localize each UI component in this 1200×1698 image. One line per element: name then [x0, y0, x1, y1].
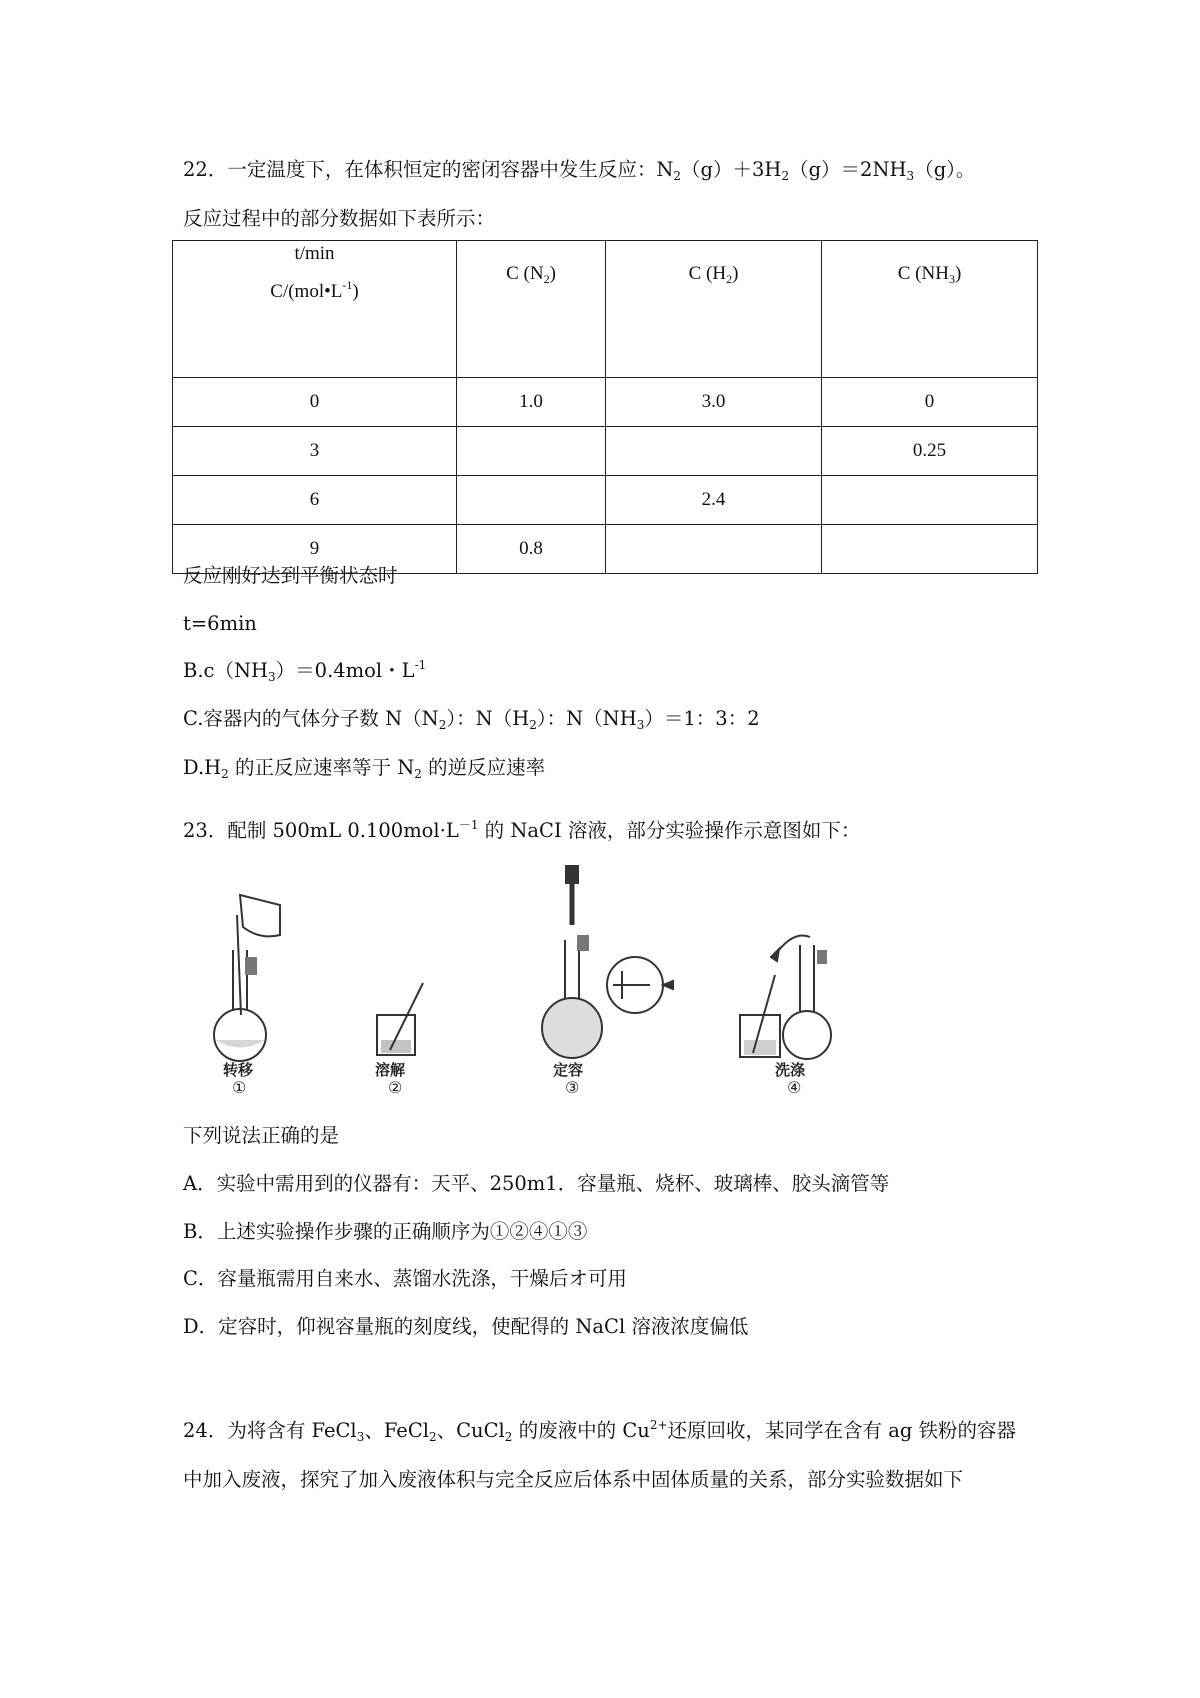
- header-c-h2: C $(H_2)$: [606, 241, 822, 378]
- q23-option-d: D．定容时，仰视容量瓶的刻度线，使配得的 NaCl 溶液浓度偏低: [183, 1315, 749, 1338]
- table-row: [173, 378, 1038, 427]
- table-cell: [606, 427, 822, 476]
- figure-num-3: ③: [565, 1078, 580, 1095]
- q22-option-b: $B.c(NH_3)=0.4mol$・$L^{-1}$: [183, 658, 427, 684]
- q23-option-c: C．容量瓶需用自来水、蒸馏水洗涤，干燥后オ可用: [183, 1267, 627, 1290]
- q22-option-a: t=6min: [183, 612, 257, 635]
- table-cell: 0.8: [457, 525, 606, 574]
- figure-num-4: ④: [787, 1078, 802, 1095]
- fill-to-mark-illustration: [542, 865, 673, 1058]
- figure-label-wash: 洗涤: [775, 1061, 806, 1079]
- q23-option-b: B．上述实验操作步骤的正确顺序为①②④①③: [183, 1220, 588, 1243]
- table-corner-cell: [173, 241, 457, 378]
- q24-line-1: 24．为将含有 FeCl$_3$、FeCl$_2$、CuCl$_2$ 的废液中的 $Cu^{2+}$还原回收，某同学在含有 ag 铁粉的容器: [183, 1418, 1017, 1444]
- q24-line-2: 中加入废液，探究了加入废液体积与完全反应后体系中固体质量的关系，部分实验数据如下: [183, 1468, 964, 1491]
- q23-lab-procedure-figure: [185, 865, 855, 1095]
- table-cell: 1.0: [457, 378, 606, 427]
- table-cell: 2.4: [606, 476, 822, 525]
- figure-num-2: ②: [388, 1078, 403, 1095]
- table-cell: 3.0: [606, 378, 822, 427]
- q22-table-caption: 反应过程中的部分数据如下表所示：: [183, 207, 496, 230]
- q22-option-c: C.容器内的气体分子数 $N(N_2)$：$N(H_2)$：$N(NH_3)=1$：3：2: [183, 707, 760, 732]
- table-cell: [822, 525, 1038, 574]
- figure-num-1: ①: [232, 1078, 247, 1095]
- q22-intro: 22．一定温度下，在体积恒定的密闭容器中发生反应：$N_2(g)+3H_2(g)=2NH_3(g)$。: [183, 158, 976, 183]
- table-cell: 9: [173, 525, 457, 574]
- figure-label-transfer: 转移: [223, 1061, 254, 1079]
- corner-conc-label: $C/(mol•L^{-1})$: [270, 278, 359, 302]
- table-row: [173, 476, 1038, 525]
- corner-time-label: t/min: [294, 243, 335, 264]
- table-cell: 6: [173, 476, 457, 525]
- figure-label-dissolve: 溶解: [375, 1061, 406, 1079]
- wash-illustration: [740, 935, 831, 1059]
- transfer-illustration: [214, 895, 280, 1061]
- q23-intro: 23．配制 500mL $0.100mol\cdot L^{-1}$ 的 NaCI 溶液，部分实验操作示意图如下：: [183, 818, 861, 842]
- dissolve-illustration: [377, 983, 423, 1055]
- table-cell: 0.25: [822, 427, 1038, 476]
- table-cell: 3: [173, 427, 457, 476]
- lab-figure-svg: [185, 865, 855, 1095]
- q23-option-a: A．实验中需用到的仪器有：天平、250m1．容量瓶、烧杯、玻璃棒、胶头滴管等: [183, 1172, 890, 1195]
- figure-label-fill: 定容: [553, 1061, 584, 1079]
- table-header-row: [173, 241, 1038, 378]
- table-cell: [457, 476, 606, 525]
- table-cell: [457, 427, 606, 476]
- table-cell: 0: [822, 378, 1038, 427]
- table-row: [173, 427, 1038, 476]
- q22-stem: 反应刚好达到平衡状态时: [183, 564, 398, 587]
- table-cell: 0: [173, 378, 457, 427]
- q22-option-d: $D.H_2$ 的正反应速率等于 $N_2$ 的逆反应速率: [183, 756, 546, 781]
- header-c-nh3: C $(NH_3)$: [822, 241, 1038, 378]
- q22-data-table: [172, 240, 1038, 574]
- table-cell: [822, 476, 1038, 525]
- q23-stem: 下列说法正确的是: [183, 1124, 340, 1147]
- table-cell: [606, 525, 822, 574]
- header-c-n2: C $(N_2)$: [457, 241, 606, 378]
